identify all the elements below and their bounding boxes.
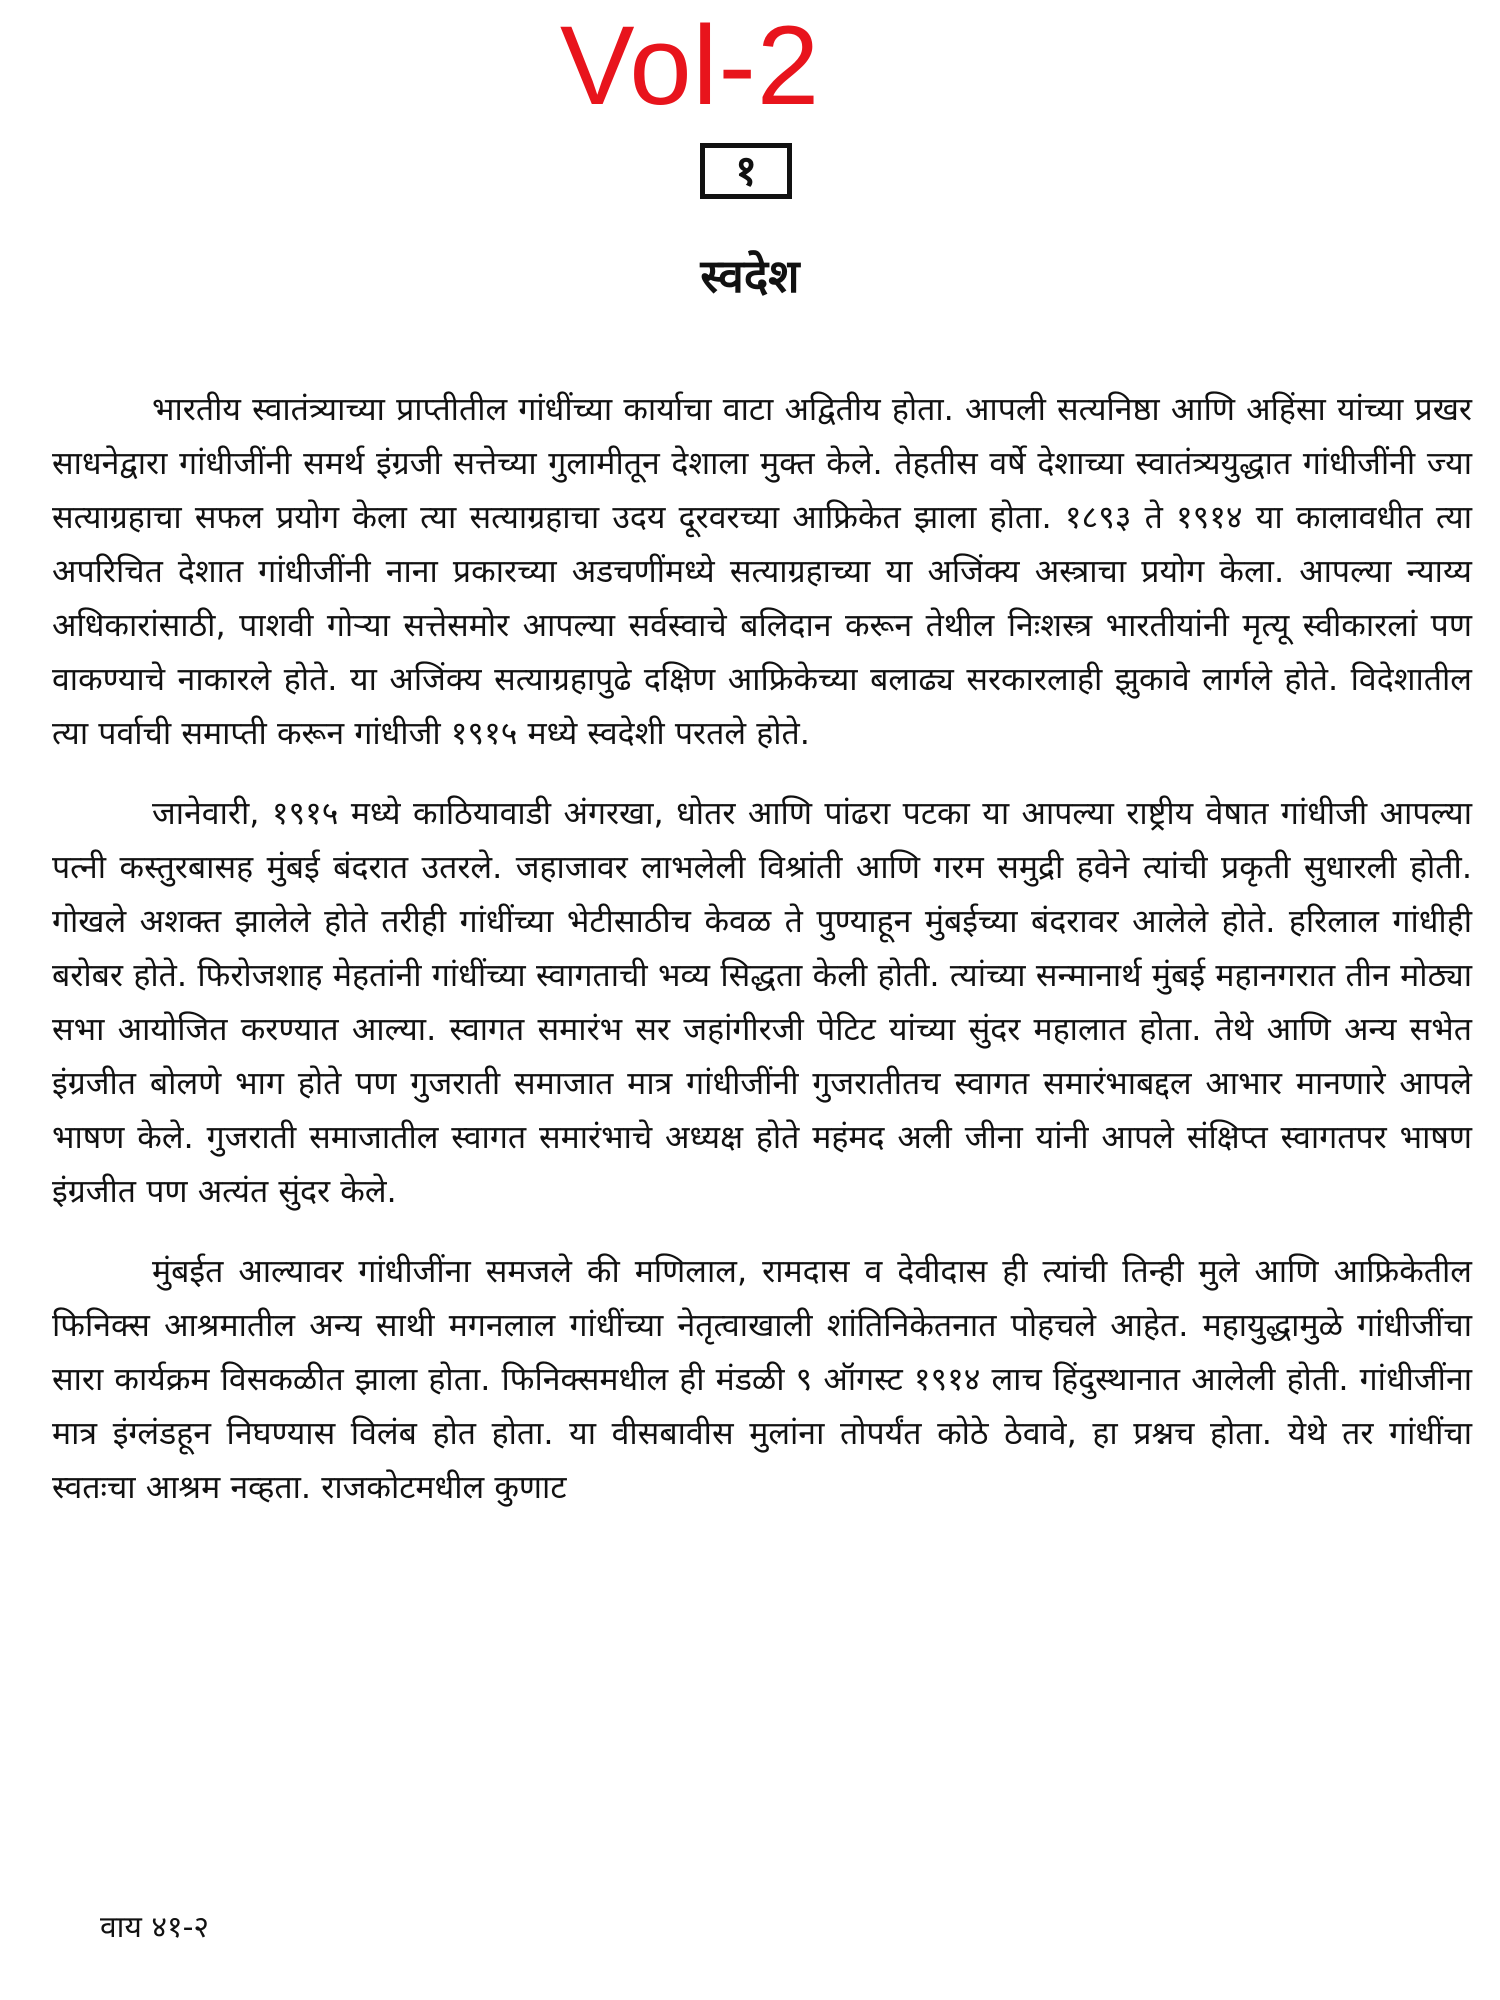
paragraph-2: जानेवारी, १९१५ मध्ये काठियावाडी अंगरखा, धोतर आणि पांढरा पटका या आपल्या राष्ट्रीय वेषात गांधीजी आपल्या पत्नी कस्तुरबासह मुंबई बंदरात उतरले. जहाजावर लाभलेली विश्रांती आणि गरम समुद्री हवेने त्यांची प्रकृती सुधारली होती. गोखले अशक्त झालेले होते तरीही गांधींच्या भेटीसाठीच केवळ ते पुण्याहून मुंबईच्या बंदरावर आलेले होते. हरिलाल गांधीही बरोबर होते. फिरोजशाह मेहतांनी गांधींच्या स्वागताची भव्य सिद्धता केली होती. त्यांच्या सन्मानार्थ मुंबई महानगरात तीन मोठ्या सभा आयोजित करण्यात आल्या. स्वागत समारंभ सर जहांगीरजी पेटिट यांच्या सुंदर महालात होता. तेथे आणि अन्य सभेत इंग्रजीत बोलणे भाग होते पण गुजराती समाजात मात्र गांधीजींनी गुजरातीतच स्वागत समारंभाबद्दल आभार मानणारे आपले भाषण केले. गुजराती समाजातील स्वागत समारंभाचे अध्यक्ष होते महंमद अली जीना यांनी आपले संक्षिप्त स्वागतपर भाषण इंग्रजीत पण अत्यंत सुंदर केले. xyxy=(52,794,1472,1210)
paragraph-3: मुंबईत आल्यावर गांधीजींना समजले की मणिलाल, रामदास व देवीदास ही त्यांची तिन्ही मुले आणि आफ्रिकेतील फिनिक्स आश्रमातील अन्य साथी मगनलाल गांधींच्या नेतृत्वाखाली शांतिनिकेतनात पोहचले आहेत. महायुद्धामुळे गांधीजींचा सारा कार्यक्रम विसकळीत झाला होता. फिनिक्समधील ही मंडळी ९ ऑगस्ट १९१४ लाच हिंदुस्थानात आलेली होती. गांधीजींना मात्र इंग्लंडहून निघण्यास विलंब होत होता. या वीसबावीस मुलांना तोपर्यंत कोठे ठेवावे, हा प्रश्नच होता. येथे तर गांधींचा स्वतःचा आश्रम नव्हता. राजकोटमधील कुणाट xyxy=(52,1252,1472,1506)
paragraph-1: भारतीय स्वातंत्र्याच्या प्राप्तीतील गांधींच्या कार्याचा वाटा अद्वितीय होता. आपली सत्यनिष्ठा आणि अहिंसा यांच्या प्रखर साधनेद्वारा गांधीजींनी समर्थ इंग्रजी सत्तेच्या गुलामीतून देशाला मुक्त केले. तेहतीस वर्षे देशाच्या स्वातंत्र्ययुद्धात गांधीजींनी ज्या सत्याग्रहाचा सफल प्रयोग केला त्या सत्याग्रहाचा उदय दूरवरच्या आफ्रिकेत झाला होता. १८९३ ते १९१४ या कालावधीत त्या अपरिचित देशात गांधीजींनी नाना प्रकारच्या अडचणींमध्ये सत्याग्रहाच्या या अजिंक्य अस्त्राचा प्रयोग केला. आपल्या न्याय्य अधिकारांसाठी, पाशवी गोऱ्या सत्तेसमोर आपल्या सर्वस्वाचे बलिदान करून तेथील निःशस्त्र भारतीयांनी मृत्यू स्वीकारलां पण वाकण्याचे नाकारले होते. या अजिंक्य सत्याग्रहापुढे दक्षिण आफ्रिकेच्या बलाढ्य सरकारलाही झुकावे लार्गले होते. विदेशातील त्या पर्वाची समाप्ती करून गांधीजी १९१५ मध्ये स्वदेशी परतले होते. xyxy=(52,390,1472,752)
page-footer-ref: वाय ४१-२ xyxy=(100,1910,210,1945)
chapter-title: स्वदेश xyxy=(700,249,800,303)
volume-label: Vol-2 xyxy=(559,3,821,128)
body-text xyxy=(52,382,1472,1540)
chapter-number: १ xyxy=(735,146,757,195)
chapter-number-box xyxy=(700,143,792,199)
